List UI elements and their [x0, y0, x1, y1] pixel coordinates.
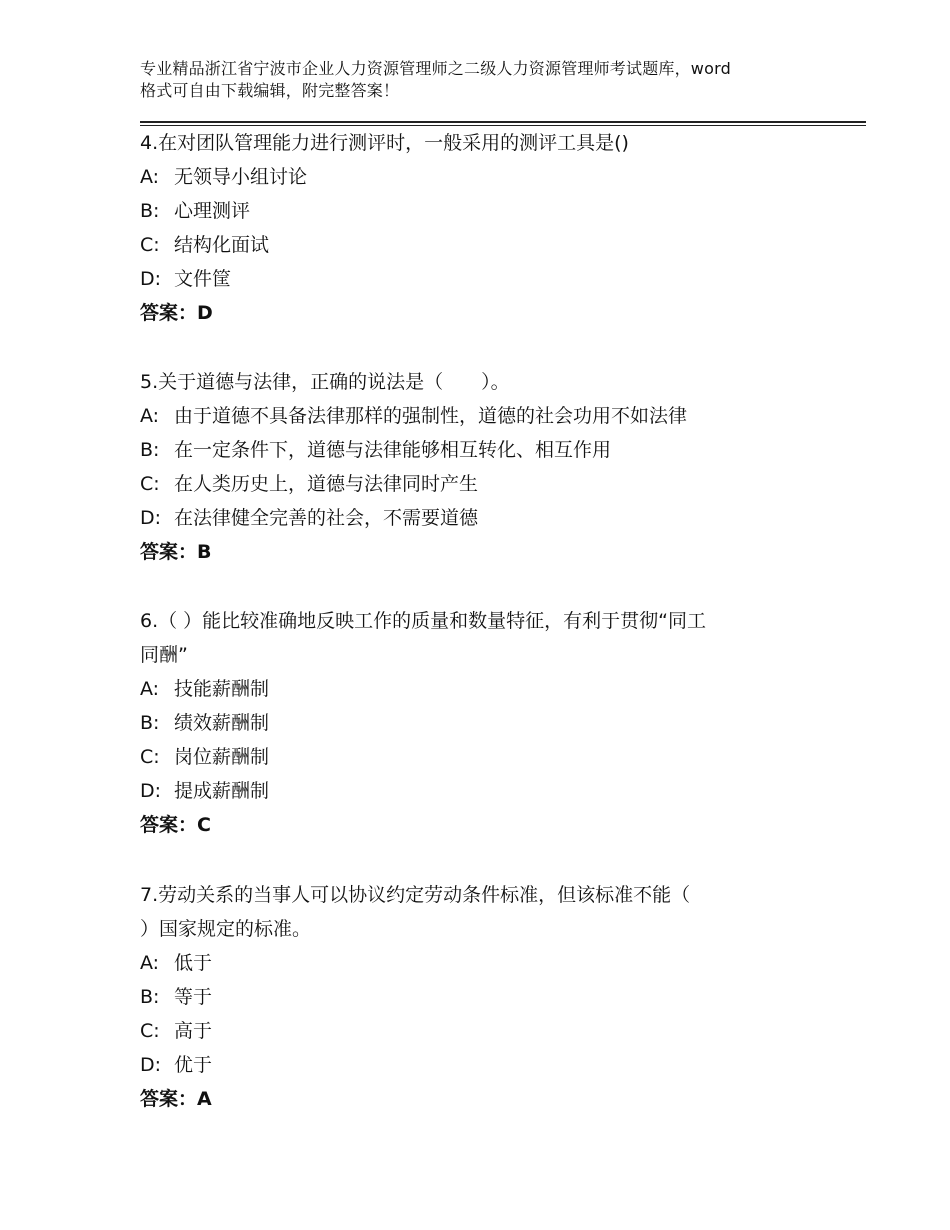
option-d	[140, 501, 820, 535]
option-letter: A:	[140, 405, 160, 427]
option-letter: B:	[140, 200, 160, 222]
option-letter: C:	[140, 234, 160, 256]
option-text: 优于	[174, 1054, 213, 1076]
option-text: 无领导小组讨论	[174, 166, 308, 188]
option-letter: D:	[140, 268, 162, 290]
option-text: 提成薪酬制	[174, 780, 270, 802]
option-b	[140, 706, 820, 740]
option-letter: B:	[140, 712, 160, 734]
option-text: 在人类历史上，道德与法律同时产生	[174, 473, 479, 495]
option-text: 绩效薪酬制	[174, 712, 270, 734]
option-a	[140, 672, 820, 706]
option-b	[140, 980, 820, 1014]
option-text: 高于	[174, 1020, 213, 1042]
option-letter: A:	[140, 952, 160, 974]
document-header	[140, 58, 840, 102]
question-stem-line-1: 6.（ ）能比较准确地反映工作的质量和数量特征，有利于贯彻“同工	[140, 610, 707, 632]
option-letter: D:	[140, 507, 162, 529]
option-a	[140, 946, 820, 980]
option-letter: C:	[140, 746, 160, 768]
option-text: 心理测评	[174, 200, 251, 222]
option-letter: B:	[140, 439, 160, 461]
option-text: 在法律健全完善的社会，不需要道德	[174, 507, 479, 529]
option-text: 等于	[174, 986, 213, 1008]
question-stem-line-2: 同酬”	[140, 644, 188, 666]
answer-line: 答案：D	[140, 302, 213, 324]
option-letter: A:	[140, 678, 160, 700]
option-a	[140, 160, 820, 194]
option-text: 在一定条件下，道德与法律能够相互转化、相互作用	[174, 439, 612, 461]
option-text: 由于道德不具备法律那样的强制性，道德的社会功用不如法律	[174, 405, 688, 427]
option-d	[140, 262, 820, 296]
option-letter: B:	[140, 986, 160, 1008]
option-c	[140, 467, 820, 501]
option-b	[140, 194, 820, 228]
option-letter: C:	[140, 1020, 160, 1042]
option-letter: D:	[140, 1054, 162, 1076]
option-d	[140, 1048, 820, 1082]
option-text: 岗位薪酬制	[174, 746, 270, 768]
option-c	[140, 228, 820, 262]
question-stem: 4.在对团队管理能力进行测评时，一般采用的测评工具是()	[140, 132, 629, 154]
option-d	[140, 774, 820, 808]
question-stem: 5.关于道德与法律，正确的说法是（ ）。	[140, 371, 510, 393]
answer-line: 答案：A	[140, 1088, 212, 1110]
option-b	[140, 433, 820, 467]
option-text: 结构化面试	[174, 234, 270, 256]
answer-line: 答案：B	[140, 541, 212, 563]
option-text: 低于	[174, 952, 213, 974]
header-line-1: 专业精品浙江省宁波市企业人力资源管理师之二级人力资源管理师考试题库，word	[140, 59, 731, 78]
option-text: 文件筐	[174, 268, 232, 290]
option-text: 技能薪酬制	[174, 678, 270, 700]
answer-line: 答案：C	[140, 814, 211, 836]
header-line-2: 格式可自由下载编辑，附完整答案！	[140, 81, 400, 100]
question-5	[140, 365, 820, 569]
option-c	[140, 1014, 820, 1048]
header-rule-thick	[140, 121, 866, 123]
option-c	[140, 740, 820, 774]
question-stem-line-2: ）国家规定的标准。	[140, 918, 312, 940]
question-stem-line-1: 7.劳动关系的当事人可以协议约定劳动条件标准，但该标准不能（	[140, 884, 691, 906]
option-letter: C:	[140, 473, 160, 495]
option-letter: D:	[140, 780, 162, 802]
question-7	[140, 878, 820, 1116]
question-4	[140, 126, 820, 330]
option-a	[140, 399, 820, 433]
option-letter: A:	[140, 166, 160, 188]
question-6	[140, 604, 820, 842]
